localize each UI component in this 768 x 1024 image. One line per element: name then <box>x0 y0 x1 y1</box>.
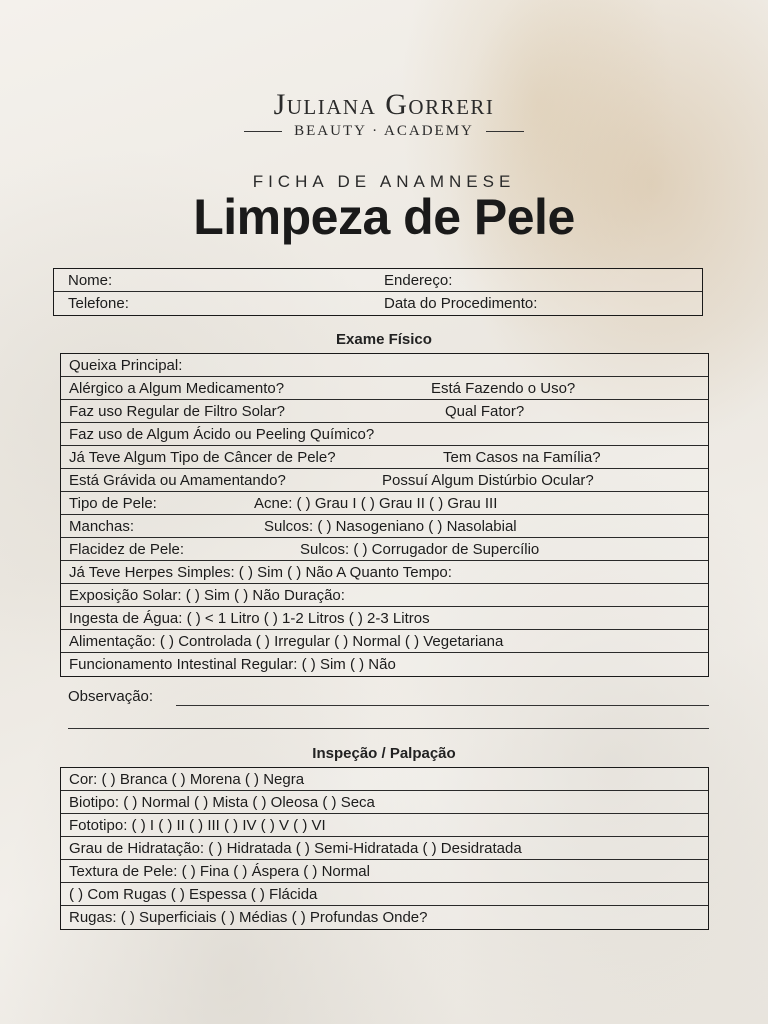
table-row[interactable] <box>61 584 708 607</box>
personal-info-table <box>53 268 703 316</box>
table-row[interactable] <box>61 837 708 860</box>
sun-exposure-options[interactable]: Exposição Solar: ( ) Sim ( ) Não Duração: <box>69 587 345 604</box>
eye-disorder-label: Possuí Algum Distúrbio Ocular? <box>382 472 594 489</box>
table-row[interactable] <box>61 561 708 584</box>
skin-cancer-label: Já Teve Algum Tipo de Câncer de Pele? <box>69 449 336 466</box>
diet-options[interactable]: Alimentação: ( ) Controlada ( ) Irregular ( ) Normal ( ) Vegetariana <box>69 633 504 650</box>
chief-complaint-label: Queixa Principal: <box>69 357 183 374</box>
family-cases-label: Tem Casos na Família? <box>443 449 601 466</box>
water-intake-options[interactable]: Ingesta de Água: ( ) < 1 Litro ( ) 1-2 Litros ( ) 2-3 Litros <box>69 610 430 627</box>
inspection-table <box>60 767 709 930</box>
exam-table <box>60 353 709 677</box>
table-row[interactable] <box>61 860 708 883</box>
phone-field[interactable]: Telefone: <box>68 295 129 312</box>
texture-options[interactable]: Textura de Pele: ( ) Fina ( ) Áspera ( ) Normal <box>69 863 370 880</box>
divider <box>486 131 524 132</box>
corrugator-options[interactable]: Sulcos: ( ) Corrugador de Supercílio <box>300 541 540 558</box>
phototype-options[interactable]: Fototipo: ( ) I ( ) II ( ) III ( ) IV ( ) V ( ) VI <box>69 817 326 834</box>
table-row[interactable] <box>61 653 708 676</box>
herpes-options[interactable]: Já Teve Herpes Simples: ( ) Sim ( ) Não A Quanto Tempo: <box>69 564 452 581</box>
brand-name: Juliana Gorreri <box>273 88 495 121</box>
allergy-label: Alérgico a Algum Medicamento? <box>69 380 285 397</box>
table-row[interactable] <box>61 515 708 538</box>
spots-label: Manchas: <box>69 518 135 535</box>
form-type: FICHA DE ANAMNESE <box>252 172 516 191</box>
skin-type-label: Tipo de Pele: <box>69 495 157 512</box>
flaccidity-label: Flacidez de Pele: <box>69 541 185 558</box>
procedure-date-field[interactable]: Data do Procedimento: <box>384 295 538 312</box>
brand-subtitle <box>0 123 768 140</box>
brand-sub-text: BEAUTY · ACADEMY <box>294 123 474 139</box>
table-row <box>54 269 702 292</box>
table-row[interactable] <box>61 492 708 515</box>
exam-heading: Exame Físico <box>336 331 432 348</box>
biotype-options[interactable]: Biotipo: ( ) Normal ( ) Mista ( ) Oleosa ( ) Seca <box>69 794 375 811</box>
texture-options-2[interactable]: ( ) Com Rugas ( ) Espessa ( ) Flácida <box>69 886 318 903</box>
table-row[interactable] <box>61 423 708 446</box>
divider <box>244 131 282 132</box>
table-row[interactable] <box>61 791 708 814</box>
table-row[interactable] <box>61 906 708 929</box>
table-row[interactable] <box>61 469 708 492</box>
table-row[interactable] <box>61 814 708 837</box>
inspection-heading: Inspeção / Palpação <box>312 745 456 762</box>
hydration-options[interactable]: Grau de Hidratação: ( ) Hidratada ( ) Semi-Hidratada ( ) Desidratada <box>69 840 522 857</box>
color-options[interactable]: Cor: ( ) Branca ( ) Morena ( ) Negra <box>69 771 305 788</box>
table-row <box>54 292 702 315</box>
wrinkles-options[interactable]: Rugas: ( ) Superficiais ( ) Médias ( ) Profundas Onde? <box>69 909 428 926</box>
sulcus-options[interactable]: Sulcos: ( ) Nasogeniano ( ) Nasolabial <box>264 518 517 535</box>
table-row[interactable] <box>61 768 708 791</box>
table-row[interactable] <box>61 538 708 561</box>
in-use-label: Está Fazendo o Uso? <box>431 380 576 397</box>
sunscreen-label: Faz uso Regular de Filtro Solar? <box>69 403 285 420</box>
table-row[interactable] <box>61 630 708 653</box>
table-row[interactable] <box>61 354 708 377</box>
table-row[interactable] <box>61 883 708 906</box>
observation-line[interactable] <box>68 728 709 729</box>
table-row[interactable] <box>61 400 708 423</box>
address-field[interactable]: Endereço: <box>384 272 453 289</box>
table-row[interactable] <box>61 377 708 400</box>
page-title: Limpeza de Pele <box>193 189 575 245</box>
pregnant-label: Está Grávida ou Amamentando? <box>69 472 286 489</box>
name-field[interactable]: Nome: <box>68 272 113 289</box>
acne-options[interactable]: Acne: ( ) Grau I ( ) Grau II ( ) Grau III <box>254 495 498 512</box>
intestinal-options[interactable]: Funcionamento Intestinal Regular: ( ) Sim ( ) Não <box>69 656 396 673</box>
table-row[interactable] <box>61 607 708 630</box>
observation-label: Observação: <box>68 688 154 705</box>
observation-line[interactable] <box>176 705 709 706</box>
spf-label: Qual Fator? <box>445 403 525 420</box>
acid-peeling-label: Faz uso de Algum Ácido ou Peeling Químico? <box>69 426 375 443</box>
table-row[interactable] <box>61 446 708 469</box>
